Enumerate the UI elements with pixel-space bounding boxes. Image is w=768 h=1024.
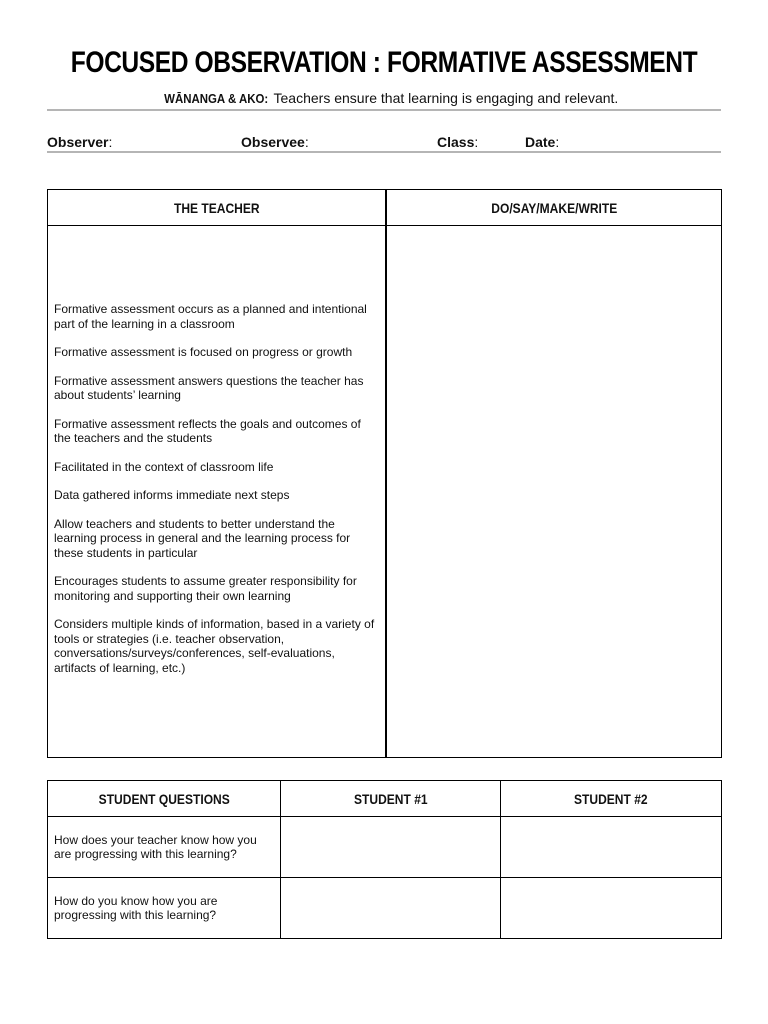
question-cell: How do you know how you are progressing with this learning? [48,878,281,939]
observee-label: Observee [241,134,305,150]
do-say-column-header: DO/SAY/MAKE/WRITE [386,190,722,226]
observer-field[interactable]: Observer: [47,134,113,150]
observation-fields [47,134,721,152]
criteria-item: Facilitated in the context of classroom life [54,459,274,474]
class-label: Class [437,134,475,150]
date-label: Date [525,134,556,150]
student-2-answer-cell[interactable] [501,817,722,878]
student-1-answer-cell[interactable] [280,817,501,878]
student-2-answer-cell[interactable] [501,878,722,939]
page-title: FOCUSED OBSERVATION : FORMATIVE ASSESSMENT [70,46,698,79]
table-row [48,878,722,939]
student-1-header: STUDENT #1 [280,781,501,817]
criteria-item: Formative assessment answers questions the teacher has about students’ learning [54,373,364,402]
teacher-criteria-cell [48,226,387,758]
criteria-item: Formative assessment occurs as a planned and intentional part of the learning in a classroom [54,302,367,331]
table-row [48,817,722,878]
criteria-item: Considers multiple kinds of information, based in a variety of tools or strategies (i.e. teacher observation, conversations/surveys/conferences, self-evaluations, artifacts of learning, etc.) [54,617,375,675]
class-field[interactable]: Class: [437,134,479,150]
divider-fields [47,151,721,153]
student-2-header: STUDENT #2 [501,781,722,817]
criteria-item: Data gathered informs immediate next steps [54,488,290,502]
question-cell: How does your teacher know how you are progressing with this learning? [48,817,281,878]
student-questions-header: STUDENT QUESTIONS [48,781,281,817]
page-subtitle [0,90,768,106]
subtitle-text: Teachers ensure that learning is engaging and relevant. [273,90,619,106]
criteria-item: Formative assessment is focused on progress or growth [54,345,353,359]
subtitle-label: WĀNANGA & AKO: [163,91,268,106]
date-field[interactable]: Date: [525,134,560,150]
criteria-item: Allow teachers and students to better understand the learning process in general and the learning process for these students in particular [54,516,351,560]
criteria-item: Encourages students to assume greater responsibility for monitoring and supporting their own learning [54,574,357,603]
divider-top [47,109,721,111]
student-1-answer-cell[interactable] [280,878,501,939]
do-say-response-cell[interactable] [386,226,722,758]
observer-label: Observer [47,134,109,150]
teacher-column-header: THE TEACHER [48,190,387,226]
teacher-observation-table [47,189,722,758]
observee-field[interactable]: Observee: [241,134,309,150]
criteria-item: Formative assessment reflects the goals and outcomes of the teachers and the students [54,416,361,445]
student-questions-table [47,780,722,939]
